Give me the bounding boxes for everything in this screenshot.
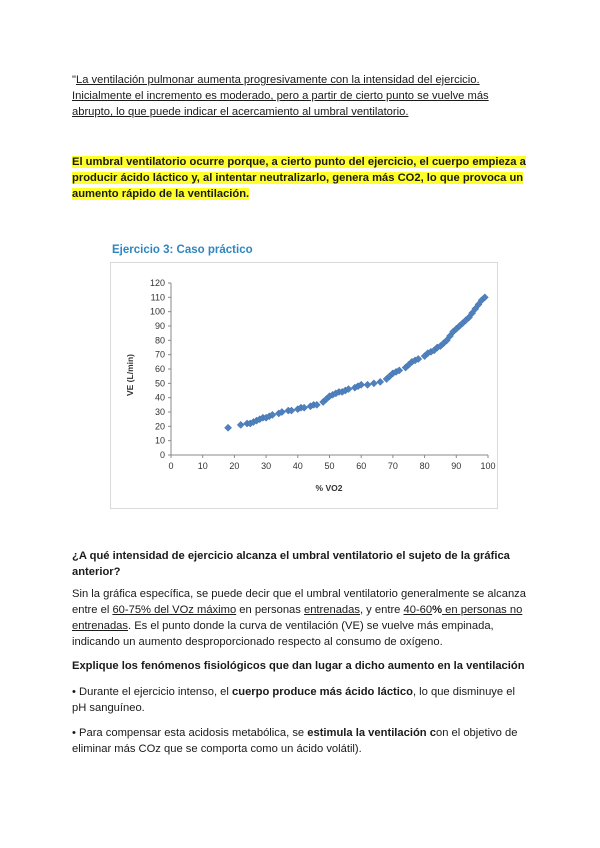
answer-1-text-line-3: . Es el punto donde la curva de ventilación (VE) se vuelve más empinada,: [127, 620, 494, 632]
question-2: Explique los fenómenos fisiológicos que dan lugar a dicho aumento en la ventilación: [72, 660, 525, 672]
answer-1-line-4: indicando un aumento desproporcionado respecto al consumo de oxígeno.: [72, 636, 443, 648]
x-tick-label: 100: [480, 461, 496, 471]
figure-title: Ejercicio 3: Caso práctico: [112, 244, 253, 256]
x-tick-label: 40: [292, 461, 303, 471]
data-point: [377, 378, 384, 385]
bullet-1-bold: cuerpo produce más ácido láctico: [232, 686, 413, 698]
bullet-1: [72, 684, 532, 716]
answer-1-untrained-a: en personas no: [442, 604, 523, 616]
highlight-line-2: producir ácido láctico y, al intentar neutralizarlo, genera más CO2, lo que provoca un: [72, 172, 524, 184]
answer-1-line-1: Sin la gráfica específica, se puede decir que el umbral ventilatorio generalmente se alcanza: [72, 588, 526, 600]
answer-1-untrained-b: entrenadas: [72, 620, 128, 632]
x-tick-label: 0: [168, 461, 174, 471]
x-tick-label: 90: [451, 461, 462, 471]
y-tick-label: 50: [154, 378, 165, 389]
question-1-line-1: ¿A qué intensidad de ejercicio alcanza el umbral ventilatorio el sujeto de la gráfica: [72, 550, 510, 562]
answer-1-range-untrained: 40-60: [403, 604, 433, 616]
question-1: [72, 548, 532, 580]
chart-svg: [111, 263, 497, 508]
scatter-chart: [110, 262, 498, 509]
bullet-1-line-2: pH sanguíneo.: [72, 702, 145, 714]
x-tick-label: 20: [229, 461, 240, 471]
y-tick-label: 60: [154, 364, 165, 374]
y-tick-label: 30: [154, 407, 165, 417]
quote-line-2: Inicialmente el incremento es moderado, pero a partir de cierto punto se vuelve más: [72, 90, 489, 102]
y-tick-label: 120: [149, 278, 165, 288]
question-1-line-2: anterior?: [72, 566, 121, 578]
quote-line-3: abrupto, lo que puede indicar el acercamiento al umbral ventilatorio.: [72, 106, 409, 118]
x-tick-label: 70: [387, 461, 398, 471]
data-point: [370, 380, 377, 387]
bullet-2-bold: estimula la ventilación c: [307, 727, 436, 739]
x-tick-label: 30: [261, 461, 272, 471]
highlight-line-1: El umbral ventilatorio ocurre porque, a cierto punto del ejercicio, el cuerpo empieza a: [72, 156, 526, 168]
data-point: [224, 424, 231, 431]
y-tick-label: 20: [154, 421, 165, 432]
answer-1-range-trained: 60-75% del VOz máximo: [112, 604, 237, 616]
x-tick-label: 50: [324, 461, 335, 471]
x-tick-label: 80: [419, 461, 430, 471]
answer-1: [72, 586, 532, 650]
bullet-1-text-c: , lo que disminuye el: [412, 686, 515, 698]
bullet-1-text-a: • Durante el ejercicio intenso, el: [72, 686, 233, 698]
y-tick-label: 80: [154, 335, 165, 346]
y-tick-label: 90: [154, 321, 165, 331]
answer-1-percent: %: [432, 604, 443, 616]
data-point: [364, 381, 371, 388]
y-tick-label: 110: [150, 292, 165, 303]
x-axis-title: % VO2: [315, 483, 343, 493]
y-tick-label: 100: [149, 306, 165, 317]
bullet-2-text-c: on el objetivo de: [435, 727, 518, 739]
highlighted-paragraph: [72, 154, 532, 202]
y-axis-title: VE (L/min): [125, 353, 135, 397]
y-tick-label: 70: [154, 349, 165, 360]
y-tick-label: 0: [159, 450, 165, 460]
answer-1-trained: entrenadas: [303, 604, 360, 616]
y-tick-label: 10: [154, 435, 165, 446]
x-tick-label: 60: [356, 461, 367, 471]
y-axis-title-group: [125, 354, 135, 396]
bullet-2-text-a: • Para compensar esta acidosis metabólica, se: [72, 727, 308, 739]
data-point: [237, 421, 244, 428]
answer-1-text-e: , y entre: [359, 604, 404, 616]
quote-mark: ": [72, 74, 76, 86]
bullet-2-line-2: eliminar más COz que se comporta como un ácido volátil).: [72, 743, 362, 755]
answer-1-text-a: entre el: [72, 604, 113, 616]
quote-line-1: La ventilación pulmonar aumenta progresivamente con la intensidad del ejercicio.: [75, 74, 480, 86]
bullet-2: [72, 725, 532, 757]
highlight-line-3: aumento rápido de la ventilación.: [72, 188, 250, 200]
answer-1-text-c: en personas: [236, 604, 304, 616]
x-tick-label: 10: [197, 461, 208, 471]
y-tick-label: 40: [154, 392, 165, 403]
quote-paragraph: [72, 72, 532, 120]
